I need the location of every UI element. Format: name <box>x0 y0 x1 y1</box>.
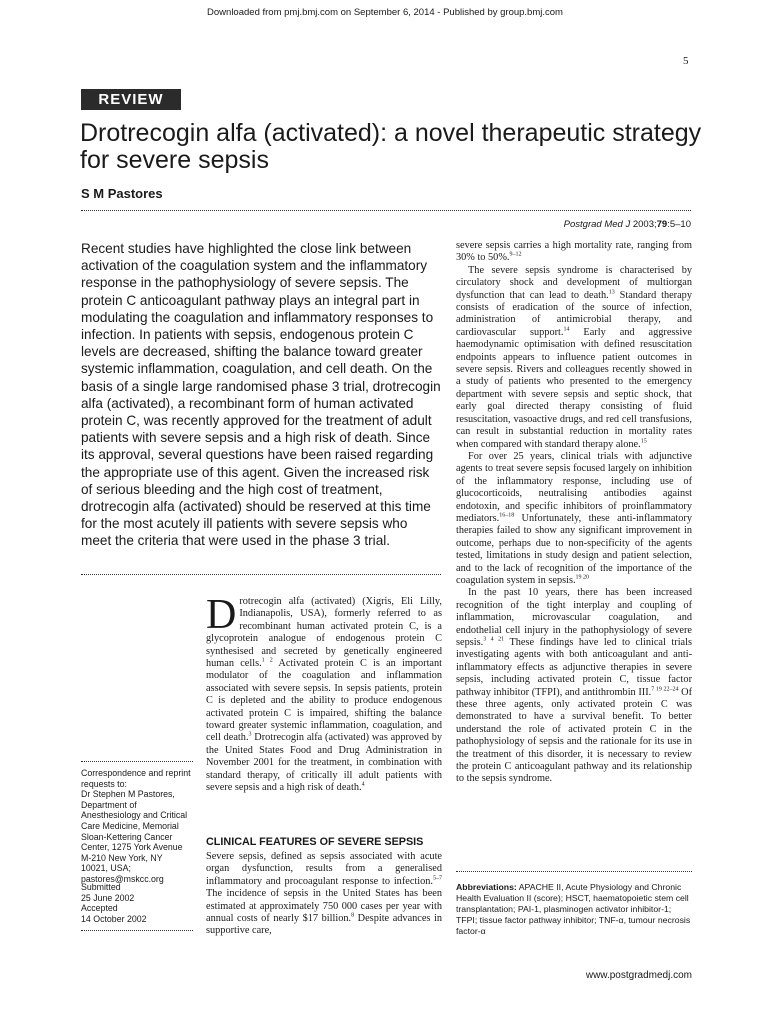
ref-superscript: 15 <box>640 438 647 445</box>
clinical-text-1: Severe sepsis, defined as sepsis associated with acute organ dysfunction, results from a generalised inflammatory and procoagulant response to infection. <box>206 851 442 887</box>
intro-text-2: Activated protein C is an important modulator of the coagulation and inflammation associated with severe sepsis. In sepsis patients, protein C is depleted and the ability to produce endogenous activated protein C is impaired, shifting the balance toward greater systemic inflammation, coagulation, and cell death. <box>206 658 443 744</box>
right-p2-text-3: Early and aggressive haemodynamic optimisation with defined resuscitation endpoints appears to influence patient outcomes in severe sepsis. Rivers and colleagues recently showed in a study of patients who presented to the emergency department with severe sepsis and septic shock, that early goal directed therapy consisting of fluid resuscitation, vasoactive drugs, and red cell transfusions, can result in substantial reduction in mortality rates when compared with standard therapy alone. <box>456 326 692 450</box>
dropcap-letter: D <box>206 592 237 638</box>
site-link[interactable]: pmj.bmj.com <box>284 7 338 18</box>
ref-superscript: 1 2 <box>261 657 273 664</box>
right-p4-text-3: Of these three agents, only activated protein C was demonstrated to have a survival benefit. To better understand the role of activated protein C in the pathophysiology of sepsis and the rationale for its use in the treatment of this disorder, it is necessary to review the protein C anticoagulant pathway and its relationship to the sepsis syndrome. <box>456 686 692 785</box>
accepted-date: 14 October 2002 <box>81 913 147 924</box>
right-p4-text-2: These findings have led to clinical trials investigating agents with both anticoagulant and anti-inflammatory effects as adjunctive therapies in severe sepsis, including activated protein C, tissue factor pathway inhibitor (TFPI), and antithrombin III. <box>456 637 692 698</box>
intro-paragraph <box>206 592 443 795</box>
correspondence-line: 10021, USA; <box>81 863 131 874</box>
correspondence-line: Anesthesiology and Critical <box>81 810 188 821</box>
abbreviations <box>456 882 692 937</box>
abbreviations-text: APACHE II, Acute Physiology and Chronic Health Evaluation II (score); HSCT, haematopoietic stem cell transplantation; PAI-1, plasminogen activator inhibitor-1; TFPI; tissue factor pathway inhibitor; TNF-α, tumour necrosis factor-α <box>456 882 691 936</box>
download-notice <box>0 7 770 18</box>
ref-superscript: 19 20 <box>575 574 590 581</box>
sidebar-divider-bottom <box>81 930 193 931</box>
author-name: S M Pastores <box>81 186 163 201</box>
download-middle: on September 6, 2014 - Published by <box>337 7 501 18</box>
intro-text-3: Drotrecogin alfa (activated) was approved by the United States Food and Drug Administration in November 2001 for the treatment, in combination with standard therapy, of critically ill adult patients with severe sepsis and a high risk of death. <box>206 732 442 794</box>
accepted-label: Accepted <box>81 903 118 914</box>
citation <box>520 219 691 230</box>
section-label-badge: REVIEW <box>81 89 181 110</box>
group-link[interactable]: group.bmj.com <box>500 7 563 18</box>
intro-text-1: rotrecogin alfa (activated) (Xigris, Eli Lilly, Indianapolis, USA), formerly referred to as recombinant human activated protein C, is a glycoprotein analogue of endogenous protein C synthesised and secreted by genetically engineered human cells. <box>206 596 442 670</box>
ref-superscript: 9–12 <box>509 251 522 258</box>
correspondence-line: Care Medicine, Memorial <box>81 820 179 831</box>
abstract: Recent studies have highlighted the close link between activation of the coagulation system and the inflammatory response in the pathophysiology of severe sepsis. The protein C anticoagulant pathway plays an integral part in modulating the coagulation and inflammatory responses to infection. In patients with sepsis, endogenous protein C levels are decreased, shifting the balance toward greater systemic inflammation, coagulation, and cell death. On the basis of a single large randomised phase 3 trial, drotrecogin alfa (activated), a recombinant form of human activated protein C, was recently approved for the treatment of adult patients with severe sepsis and a high risk of death. Since its approval, several questions have been raised regarding the appropriate use of this agent. Given the increased risk of serious bleeding and the high cost of treatment, drotrecogin alfa (activated) should be reserved at this time for the most acutely ill patients with severe sepsis who meet the criteria that were used in the phase 3 trial. <box>81 241 441 549</box>
submitted-label: Submitted <box>81 882 121 892</box>
page-number: 5 <box>683 55 689 67</box>
sidebar-divider-top <box>81 761 193 762</box>
correspondence-line: Center, 1275 York Avenue <box>81 842 183 853</box>
ref-superscript: 16–18 <box>499 512 515 519</box>
correspondence-email-link[interactable]: pastores@mskcc.org <box>81 873 164 884</box>
abbreviations-label: Abbreviations: <box>456 882 517 892</box>
citation-volume: 79 <box>656 219 668 230</box>
right-paragraph-4 <box>456 587 692 786</box>
right-p2-text-2: Standard therapy consists of eradication of the source of infection, administration of antimicrobial therapy, and cardiovascular support. <box>456 289 692 338</box>
footer-url-link[interactable]: www.postgradmedj.com <box>585 970 692 981</box>
right-column <box>456 240 692 786</box>
right-p1-text: severe sepsis carries a high mortality rate, ranging from 30% to 50%. <box>456 240 692 264</box>
ref-superscript: 7 19 22–24 <box>651 686 679 693</box>
correspondence-name: Dr Stephen M Pastores, <box>81 789 175 800</box>
right-p3-text-2: Unfortunately, these anti-inflammatory therapies failed to show any significant improvement in outcome, perhaps due to non-specificity of the agents tested, limitations in study design and patient selection, and to the lack of recognition of the importance of the coagulation system in sepsis. <box>456 512 692 586</box>
submission-dates <box>81 882 201 924</box>
right-paragraph-3 <box>456 451 692 587</box>
correspondence-label: Correspondence and reprint requests to: <box>81 768 191 789</box>
right-p3-text-1: For over 25 years, clinical trials with adjunctive agents to treat severe sepsis focused largely on inhibition of the inflammatory response, including use of glucocorticoids, neutralising antibodies against endotoxin, and specific inhibitors of proinflammatory mediators. <box>456 450 692 524</box>
right-paragraph-1 <box>456 240 692 265</box>
submitted-date: 25 June 2002 <box>81 892 135 903</box>
section-heading-clinical: CLINICAL FEATURES OF SEVERE SEPSIS <box>206 836 424 848</box>
article-title: Drotrecogin alfa (activated): a novel therapeutic strategy for severe sepsis <box>80 119 702 174</box>
clinical-text-2: The incidence of sepsis in the United States has been estimated at approximately 750 000 cases per year with annual costs of nearly $17 billion. <box>206 888 442 925</box>
ref-superscript: 5–7 <box>433 875 442 882</box>
citation-pages: :5–10 <box>667 219 691 230</box>
right-p4-text-1: In the past 10 years, there has been increased recognition of the tight interplay and coupling of inflammation, microvascular coagulation, and endothelial cell injury in the pathophysiology of severe sepsis. <box>456 587 692 648</box>
download-prefix: Downloaded from <box>207 7 285 18</box>
correspondence-line: Department of <box>81 799 137 810</box>
abbreviations-divider <box>456 871 692 872</box>
ref-superscript: 4 <box>361 781 365 788</box>
ref-superscript: 3 4 21 <box>483 636 505 643</box>
header-divider <box>81 210 691 211</box>
abstract-divider <box>81 574 441 575</box>
ref-superscript: 14 <box>563 326 570 333</box>
correspondence-line: M-210 New York, NY <box>81 852 163 863</box>
right-p2-text-1: The severe sepsis syndrome is characterised by circulatory shock and development of multiorgan dysfunction that can lead to death. <box>456 264 692 301</box>
ref-superscript: 13 <box>608 289 615 296</box>
clinical-text-3: Despite advances in supportive care, <box>206 913 443 937</box>
clinical-paragraph <box>206 851 442 938</box>
citation-year: 2003; <box>630 219 657 230</box>
ref-superscript: 8 <box>351 912 355 919</box>
correspondence-block <box>81 768 201 885</box>
citation-journal: Postgrad Med J <box>563 219 631 230</box>
correspondence-line: Sloan-Kettering Cancer <box>81 831 173 842</box>
ref-superscript: 3 <box>248 732 252 739</box>
right-paragraph-2 <box>456 265 692 451</box>
